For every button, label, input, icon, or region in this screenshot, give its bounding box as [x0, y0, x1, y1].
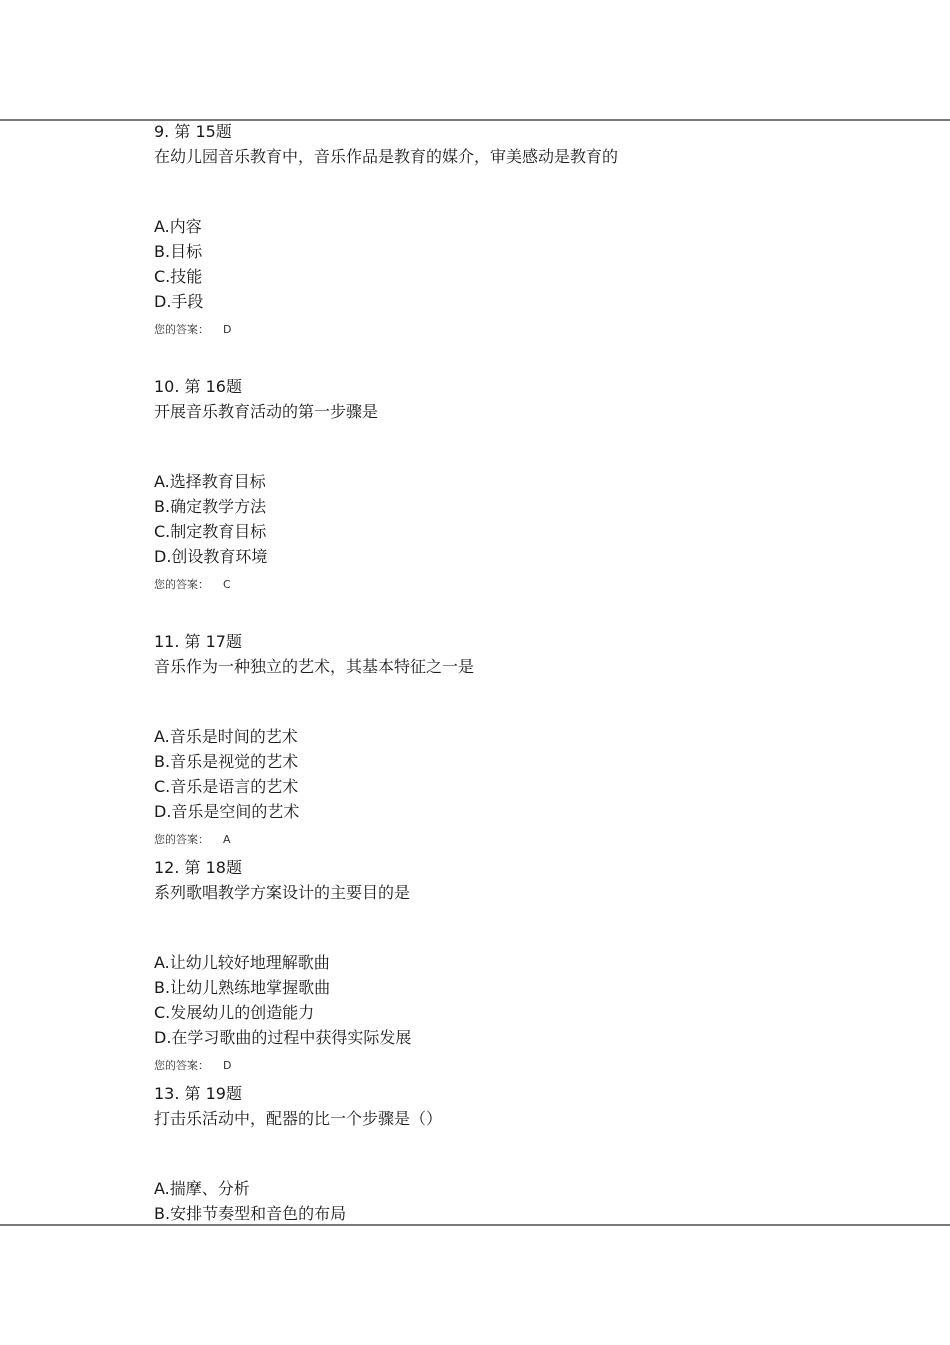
- answer-label: 您的答案：: [154, 833, 209, 846]
- option-d: D.创设教育环境: [154, 547, 268, 566]
- page-bottom-divider: [0, 1224, 950, 1226]
- option-list: [154, 1176, 854, 1226]
- option-list: [154, 950, 854, 1050]
- option-d: D.手段: [154, 292, 204, 311]
- question-number: 13. 第 19题: [154, 1084, 242, 1103]
- your-answer: [154, 578, 854, 592]
- option-d: D.在学习歌曲的过程中获得实际发展: [154, 1028, 412, 1047]
- question-10: [154, 376, 854, 592]
- your-answer: [154, 833, 854, 847]
- question-9: [154, 121, 854, 337]
- option-list: [154, 214, 854, 314]
- option-a: A.内容: [154, 217, 202, 236]
- question-12: [154, 857, 854, 1073]
- question-11: [154, 631, 854, 847]
- option-a: A.音乐是时间的艺术: [154, 727, 298, 746]
- answer-value: D: [223, 323, 232, 336]
- question-text: 系列歌唱教学方案设计的主要目的是: [154, 883, 411, 902]
- answer-label: 您的答案：: [154, 323, 209, 336]
- question-number: 10. 第 16题: [154, 377, 242, 396]
- question-text: 音乐作为一种独立的艺术，其基本特征之一是: [154, 657, 475, 676]
- option-b: B.让幼儿熟练地掌握歌曲: [154, 978, 331, 997]
- option-b: B.目标: [154, 242, 203, 261]
- question-text: 开展音乐教育活动的第一步骤是: [154, 402, 379, 421]
- option-c: C.制定教育目标: [154, 522, 267, 541]
- question-number: 12. 第 18题: [154, 858, 242, 877]
- option-list: [154, 469, 854, 569]
- question-number: 9. 第 15题: [154, 122, 232, 141]
- answer-value: A: [223, 833, 231, 846]
- option-b: B.安排节奏型和音色的布局: [154, 1204, 347, 1223]
- option-b: B.音乐是视觉的艺术: [154, 752, 299, 771]
- option-c: C.发展幼儿的创造能力: [154, 1003, 315, 1022]
- option-a: A.选择教育目标: [154, 472, 266, 491]
- option-c: C.技能: [154, 267, 203, 286]
- option-c: C.音乐是语言的艺术: [154, 777, 299, 796]
- question-text: 在幼儿园音乐教育中，音乐作品是教育的媒介，审美感动是教育的: [154, 147, 619, 166]
- option-a: A.揣摩、分析: [154, 1179, 250, 1198]
- your-answer: [154, 323, 854, 337]
- option-a: A.让幼儿较好地理解歌曲: [154, 953, 330, 972]
- your-answer: [154, 1059, 854, 1073]
- question-text: 打击乐活动中，配器的比一个步骤是（）: [154, 1109, 443, 1128]
- answer-label: 您的答案：: [154, 578, 209, 591]
- answer-value: C: [223, 578, 231, 591]
- option-d: D.音乐是空间的艺术: [154, 802, 300, 821]
- question-number: 11. 第 17题: [154, 632, 242, 651]
- question-13: [154, 1083, 854, 1226]
- option-list: [154, 724, 854, 824]
- answer-value: D: [223, 1059, 232, 1072]
- answer-label: 您的答案：: [154, 1059, 209, 1072]
- option-b: B.确定教学方法: [154, 497, 267, 516]
